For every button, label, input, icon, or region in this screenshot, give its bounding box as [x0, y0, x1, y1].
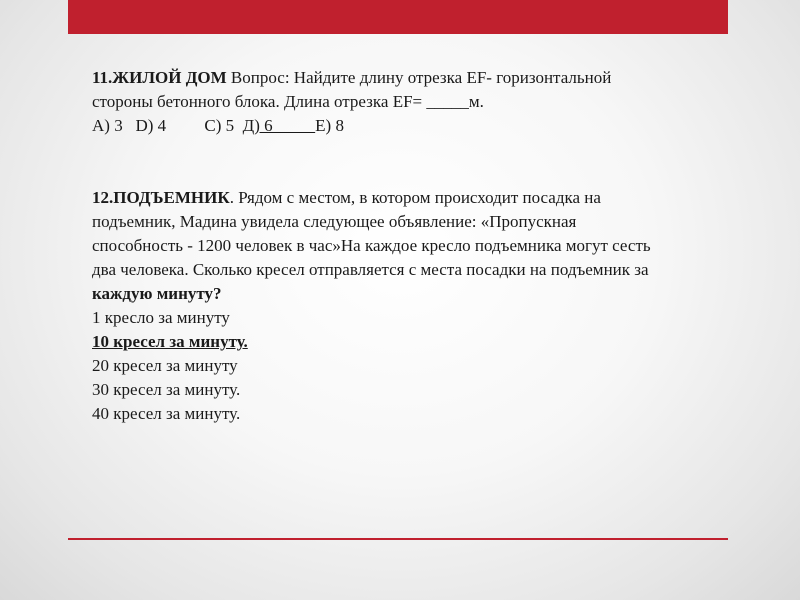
q11-option-correct: Д) 6: [242, 116, 316, 135]
q12-line2: подъемник, Мадина увидела следующее объявление: «Пропускная: [92, 212, 577, 231]
slide-content: [92, 66, 732, 426]
q12-line4: два человека. Сколько кресел отправляется с места посадки на подъемник за: [92, 260, 649, 279]
q12-answer-1: 1 кресло за минуту: [92, 308, 230, 327]
bottom-accent-line: [68, 538, 728, 540]
q11-option-e: Е) 8: [315, 116, 344, 135]
q12-answer-4: 30 кресел за минуту.: [92, 380, 241, 399]
q11-options: [92, 114, 732, 138]
q11-option-d: D) 4: [135, 116, 205, 135]
q12-answer-5: 40 кресел за минуту.: [92, 404, 241, 423]
q12-title: 12.ПОДЪЕМНИК: [92, 188, 230, 207]
q11-line1: [92, 66, 732, 90]
q12-text-1: . Рядом с местом, в котором происходит посадка на: [229, 188, 601, 207]
q12-answer-3: 20 кресел за минуту: [92, 356, 238, 375]
q11-option-c: С) 5: [204, 116, 243, 135]
q11-title: 11.ЖИЛОЙ ДОМ: [92, 68, 227, 87]
q11-option-a: А) 3: [92, 116, 136, 135]
spacer: [92, 138, 732, 186]
q11-line2: стороны бетонного блока. Длина отрезка EF= _____м.: [92, 92, 484, 111]
q12-line1: [92, 186, 732, 210]
top-accent-bar: [68, 0, 728, 34]
q12-line3: способность - 1200 человек в час»На каждое кресло подъемника могут сесть: [92, 236, 651, 255]
q11-text-1: Вопрос: Найдите длину отрезка EF- горизонтальной: [226, 68, 612, 87]
q12-question: каждую минуту?: [92, 284, 222, 303]
q12-answer-correct: 10 кресел за минуту.: [92, 332, 248, 351]
